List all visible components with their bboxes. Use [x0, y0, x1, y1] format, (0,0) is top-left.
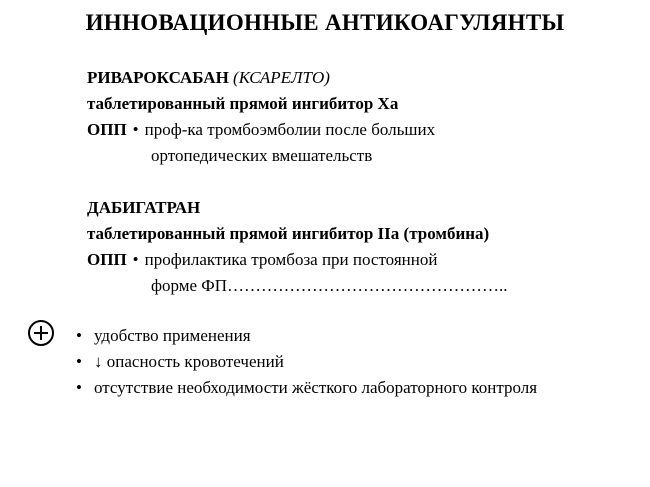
bullet: • — [76, 326, 82, 345]
bullet: • — [76, 378, 82, 397]
bullet: • — [132, 120, 139, 139]
indication-text: проф-ка тромбоэмболии после больших — [144, 120, 436, 139]
advantage-text: ↓ опасность кровотечений — [94, 352, 284, 371]
drug-description: таблетированный прямой ингибитор IIa (тромбина) — [87, 224, 490, 243]
advantage-text: отсутствие необходимости жёсткого лабораторного контроля — [94, 378, 538, 397]
opp-label: ОПП — [87, 250, 127, 269]
bullet: • — [132, 250, 139, 269]
drug-description: таблетированный прямой ингибитор Ха — [87, 94, 399, 113]
drug-name-dabigatran: ДАБИГАТРАН — [87, 198, 201, 217]
indication-text: профилактика тромбоза при постоянной — [144, 250, 438, 269]
drug-indication — [87, 120, 435, 140]
advantage-item — [76, 326, 251, 346]
indication-text-continued: ортопедических вмешательств — [151, 146, 373, 165]
indication-text-continued: форме ФП………………………………………….. — [151, 276, 508, 295]
bullet: • — [76, 352, 82, 371]
advantage-text: удобство применения — [94, 326, 251, 345]
slide-title: ИННОВАЦИОННЫЕ АНТИКОАГУЛЯНТЫ — [85, 10, 565, 35]
drug-name: РИВАРОКСАБАН — [87, 68, 229, 87]
opp-label: ОПП — [87, 120, 127, 139]
plus-circle-icon — [28, 320, 54, 346]
drug-heading-rivaroxaban — [87, 68, 330, 88]
advantage-item — [76, 352, 284, 372]
advantage-item — [76, 378, 537, 398]
drug-brand: (КСАРЕЛТО) — [233, 68, 330, 87]
drug-indication — [87, 250, 437, 270]
